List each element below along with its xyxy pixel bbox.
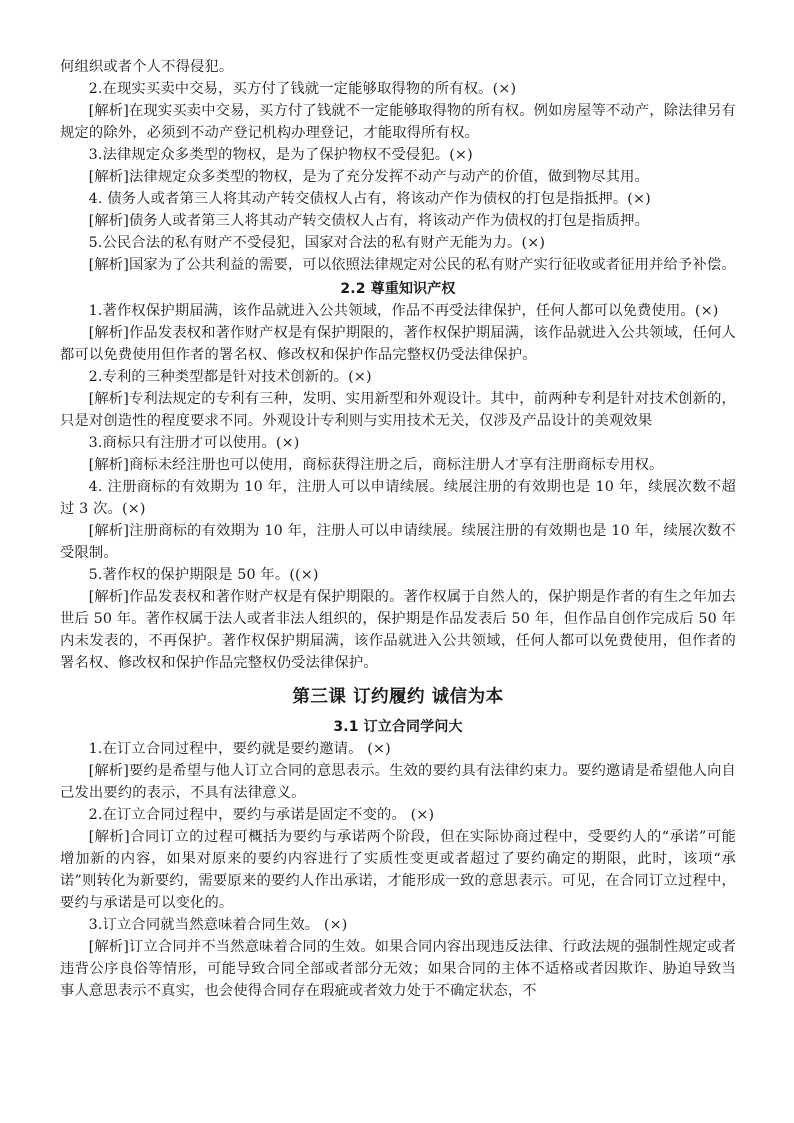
analysis: [解析]法律规定众多类型的物权，是为了充分发挥不动产与动产的价值，做到物尽其用。	[88, 169, 650, 185]
analysis: [解析]作品发表权和著作财产权是有保护期限的。著作权属于自然人的，保护期是作者的有生之年加去世后 50 年。著作权属于法人或者非法人组织的，保护期是作品发表后 50 年，但作品自创作完成后 50 年内未发表的，不再保护。著作权保护期届满，该作品就进入公共领域，任何人都可以免费使用，但作者的署名权、修改权和保护作品完整权仍受法律保护。	[60, 589, 736, 671]
analysis: [解析]作品发表权和著作财产权是有保护期限的，著作权保护期届满，该作品就进入公共领域，任何人都可以免费使用但作者的署名权、修改权和保护作品完整权仍受法律保护。	[60, 325, 736, 363]
question: 5.公民合法的私有财产不受侵犯，国家对合法的私有财产无能为力。(×)	[88, 235, 546, 251]
analysis: [解析]合同订立的过程可概括为要约与承诺两个阶段，但在实际协商过程中，受要约人的“承诺”可能增加新的内容，如果对原来的要约内容进行了实质性变更或者超过了要约确定的期限，此时，该项“承诺”则转化为新要约，需要原来的要约人作出承诺，才能形成一致的意思表示。可见，在合同订立过程中，要约与承诺是可以变化的。	[60, 829, 736, 911]
analysis: [解析]国家为了公共利益的需要，可以依照法律规定对公民的私有财产实行征收或者征用并给予补偿。	[88, 257, 736, 273]
analysis: [解析]订立合同并不当然意味着合同的生效。如果合同内容出现违反法律、行政法规的强制性规定或者违背公序良俗等情形，可能导致合同全部或者部分无效；如果合同的主体不适格或者因欺诈、胁迫导致当事人意思表示不真实，也会使得合同存在瑕疵或者效力处于不确定状态，不	[60, 939, 736, 999]
analysis: [解析]注册商标的有效期为 10 年，注册人可以申请续展。续展注册的有效期也是 10 年，续展次数不受限制。	[60, 523, 736, 561]
section-heading: 2.2 尊重知识产权	[340, 281, 456, 297]
question: 4. 注册商标的有效期为 10 年，注册人可以申请续展。续展注册的有效期也是 10 年，续展次数不超过 3 次。(×)	[60, 479, 736, 517]
question: 3.商标只有注册才可以使用。(×)	[88, 435, 300, 451]
section-heading: 3.1 订立合同学问大	[333, 719, 463, 735]
question: 1.著作权保护期届满，该作品就进入公共领域，作品不再受法律保护，任何人都可以免费使用。(×)	[88, 303, 719, 319]
analysis: [解析]专利法规定的专利有三种，发明、实用新型和外观设计。其中，前两种专利是针对技术创新的，只是对创造性的程度要求不同。外观设计专利则与实用技术无关，仅涉及产品设计的美观效果	[60, 391, 736, 429]
question: 3.法律规定众多类型的物权，是为了保护物权不受侵犯。(×)	[88, 147, 473, 163]
analysis: [解析]在现实买卖中交易，买方付了钱就不一定能够取得物的所有权。例如房屋等不动产，除法律另有规定的除外，必须到不动产登记机构办理登记，才能取得所有权。	[60, 103, 736, 141]
analysis: [解析]商标未经注册也可以使用，商标获得注册之后，商标注册人才享有注册商标专用权。	[88, 457, 664, 473]
analysis: [解析]要约是希望与他人订立合同的意思表示。生效的要约具有法律约束力。要约邀请是希望他人向自己发出要约的表示，不具有法律意义。	[60, 763, 736, 801]
question: 2.专利的三种类型都是针对技术创新的。(×)	[88, 369, 372, 385]
question: 4. 债务人或者第三人将其动产转交债权人占有，将该动产作为债权的打包是指抵押。(×)	[88, 191, 651, 207]
analysis: [解析]债务人或者第三人将其动产转交债权人占有，将该动产作为债权的打包是指质押。	[88, 213, 650, 229]
paragraph-continuation: 何组织或者个人不得侵犯。	[60, 59, 234, 75]
question: 1.在订立合同过程中，要约就是要约邀请。 (×)	[88, 741, 391, 757]
question: 3.订立合同就当然意味着合同生效。 (×)	[88, 917, 348, 933]
document-page	[60, 56, 736, 1002]
question: 2.在订立合同过程中，要约与承诺是固定不变的。 (×)	[88, 807, 435, 823]
question: 5.著作权的保护期限是 50 年。((×)	[88, 567, 319, 583]
lesson-heading: 第三课 订约履约 诚信为本	[292, 687, 504, 707]
question: 2.在现实买卖中交易，买方付了钱就一定能够取得物的所有权。(×)	[88, 81, 517, 97]
